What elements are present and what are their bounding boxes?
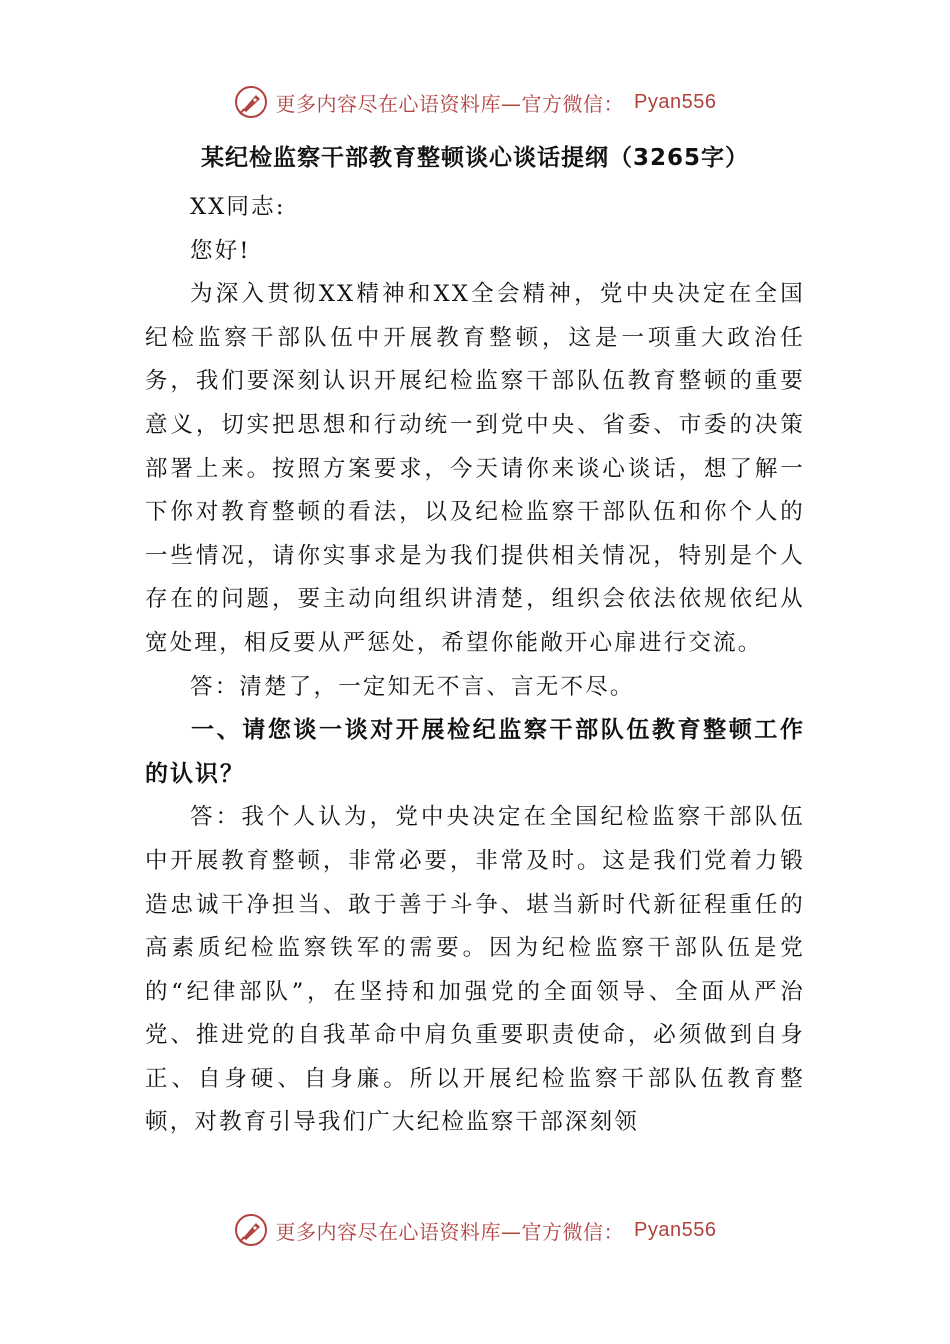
- watermark-wechat-id: Pyan556: [634, 90, 717, 113]
- watermark-text: 更多内容尽在心语资料库—官方微信：: [275, 91, 625, 116]
- greeting-line: 您好!: [190, 237, 251, 264]
- document-title: 某纪检监察干部教育整顿谈心谈话提纲（3265字）: [200, 145, 749, 171]
- pen-nib-logo-icon: [234, 85, 268, 119]
- document-body: [145, 138, 805, 1145]
- watermark-wechat-id: Pyan556: [634, 1218, 717, 1241]
- section-heading-1: 一、请您谈一谈对开展检纪监察干部队伍教育整顿工作的认识？: [145, 717, 805, 787]
- section-1-answer-paragraph: 答：我个人认为，党中央决定在全国纪检监察干部队伍中开展教育整顿，非常必要，非常及时。这是我们党着力锻造忠诚干净担当、敢于善于斗争、堪当新时代新征程重任的高素质纪检监察铁军的需要。因为纪检监察干部队伍是党的“纪律部队”，在坚持和加强党的全面领导、全面从严治党、推进党的自我革命中肩负重要职责使命，必须做到自身正、自身硬、自身廉。所以开展纪检监察干部队伍教育整顿，对教育引导我们广大纪检监察干部深刻领: [145, 804, 805, 1136]
- footer-watermark: [0, 1208, 950, 1252]
- pen-nib-logo-icon: [234, 1213, 268, 1247]
- intro-paragraph: 为深入贯彻XX精神和XX全会精神，党中央决定在全国纪检监察干部队伍中开展教育整顿，这是一项重大政治任务，我们要深刻认识开展纪检监察干部队伍教育整顿的重要意义，切实把思想和行动统一到党中央、省委、市委的决策部署上来。按照方案要求，今天请你来谈心谈话，想了解一下你对教育整顿的看法，以及纪检监察干部队伍和你个人的一些情况，请你实事求是为我们提供相关情况，特别是个人存在的问题，要主动向组织讲清楚，组织会依法依规依纪从宽处理，相反要从严惩处，希望你能敞开心扉进行交流。: [145, 281, 805, 656]
- reply-paragraph: 答：清楚了，一定知无不言、言无不尽。: [190, 673, 635, 700]
- header-watermark: [0, 80, 950, 124]
- watermark-text: 更多内容尽在心语资料库—官方微信：: [275, 1219, 625, 1244]
- addressee-line: XX同志:: [190, 194, 286, 220]
